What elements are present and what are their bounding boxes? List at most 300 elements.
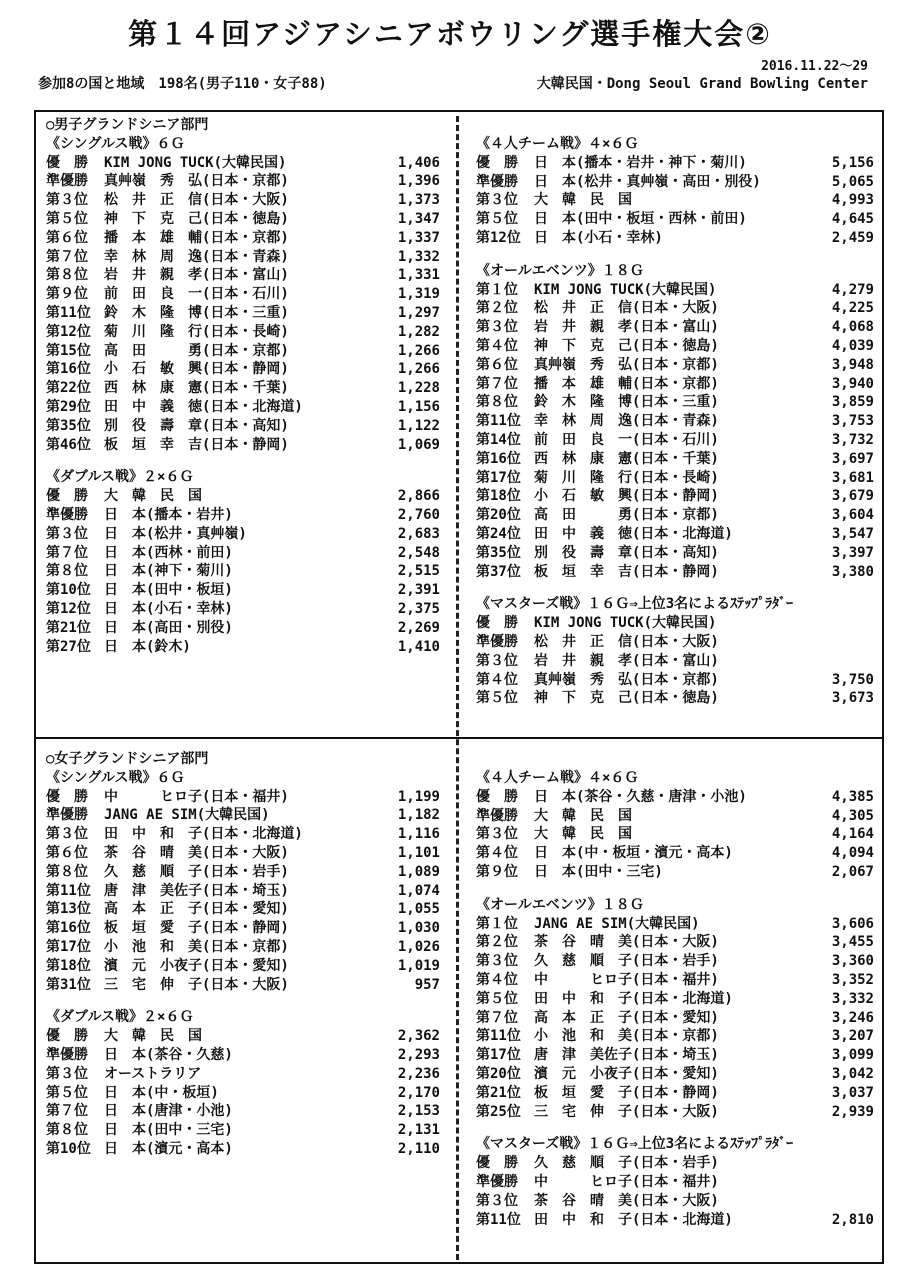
- score-cell: 3,606: [831, 915, 874, 932]
- name-cell: 板 垣 幸 吉(日本・静岡): [104, 436, 289, 453]
- result-row: [46, 379, 440, 398]
- result-row: [476, 506, 874, 525]
- result-row: [476, 318, 874, 337]
- rank-cell: 第５位: [46, 210, 88, 227]
- name-cell: 岩 井 親 孝(日本・富山): [104, 267, 289, 284]
- event-title: 《シングルス戦》６Ｇ: [46, 769, 185, 786]
- result-row: [476, 337, 874, 356]
- division-heading: ○男子グランドシニア部門: [46, 117, 209, 133]
- result-row: [46, 172, 440, 191]
- name-cell: 日 本(播本・岩井): [104, 506, 233, 523]
- rank-cell: 優 勝: [476, 788, 518, 805]
- result-row: [476, 210, 874, 229]
- rank-cell: 第11位: [476, 413, 521, 430]
- women-doubles-table: [46, 1027, 440, 1159]
- rank-cell: 第１位: [476, 915, 518, 932]
- name-cell: KIM JONG TUCK(大韓民国): [104, 154, 287, 171]
- score-cell: 1,347: [397, 210, 440, 227]
- rank-cell: 第６位: [46, 229, 88, 246]
- score-cell: 1,122: [397, 417, 440, 434]
- name-cell: 松 井 正 信(日本・大阪): [534, 633, 719, 650]
- score-cell: 1,019: [397, 957, 440, 974]
- name-cell: 前 田 良 一(日本・石川): [534, 431, 719, 448]
- women-allevents-table: [476, 915, 874, 1122]
- rank-cell: 第21位: [476, 1084, 521, 1101]
- result-row: [476, 1192, 874, 1211]
- result-row: [476, 1211, 874, 1230]
- score-cell: 3,207: [831, 1028, 874, 1045]
- name-cell: 中 ヒロ子(日本・福井): [534, 1173, 719, 1190]
- name-cell: 松 井 正 信(日本・大阪): [534, 300, 719, 317]
- score-cell: 2,153: [397, 1103, 440, 1120]
- name-cell: 久 慈 順 子(日本・岩手): [104, 863, 289, 880]
- score-cell: 4,094: [831, 845, 874, 862]
- result-row: [476, 825, 874, 844]
- score-cell: 3,732: [831, 431, 874, 448]
- result-row: [46, 398, 440, 417]
- name-cell: 三 宅 伸 子(日本・大阪): [104, 976, 289, 993]
- event-title: 《ダブルス戦》２×６Ｇ: [46, 1009, 194, 1026]
- rank-cell: 第11位: [476, 1028, 521, 1045]
- score-cell: 2,375: [397, 600, 440, 617]
- result-row: [46, 638, 440, 657]
- rank-cell: 第27位: [46, 638, 91, 655]
- name-cell: 久 慈 順 子(日本・岩手): [534, 953, 719, 970]
- name-cell: 播 本 雄 輔(日本・京都): [104, 229, 289, 246]
- result-row: [476, 173, 874, 192]
- score-cell: 1,199: [397, 788, 440, 805]
- rank-cell: 第９位: [46, 286, 88, 303]
- name-cell: 大 韓 民 国: [104, 1028, 202, 1045]
- name-cell: 田 中 義 徳(日本・北海道): [104, 398, 303, 415]
- name-cell: 日 本(田中・三宅): [104, 1122, 233, 1139]
- name-cell: 岩 井 親 孝(日本・富山): [534, 652, 719, 669]
- rank-cell: 第６位: [46, 844, 88, 861]
- name-cell: 日 本(中・板垣・濱元・高本): [534, 845, 733, 862]
- result-row: [476, 652, 874, 671]
- rank-cell: 第31位: [46, 976, 91, 993]
- rank-cell: 第11位: [46, 882, 91, 899]
- result-row: [476, 431, 874, 450]
- rank-cell: 第35位: [476, 544, 521, 561]
- page-title: 第１４回アジアシニアボウリング選手権大会②: [128, 17, 772, 51]
- rank-cell: 第17位: [46, 938, 91, 955]
- rank-cell: 第７位: [46, 1103, 88, 1120]
- name-cell: 小 石 敏 興(日本・静岡): [104, 361, 289, 378]
- rank-cell: 準優勝: [46, 173, 88, 190]
- rank-cell: 準優勝: [46, 807, 88, 824]
- rank-cell: 第８位: [46, 563, 88, 580]
- rank-cell: 第４位: [476, 971, 518, 988]
- rank-cell: 第３位: [46, 1065, 88, 1082]
- event-title: 《４人チーム戦》４×６Ｇ: [476, 136, 639, 152]
- rank-cell: 第16位: [46, 920, 91, 937]
- rank-cell: 第25位: [476, 1103, 521, 1120]
- name-cell: 菊 川 隆 行(日本・長崎): [104, 323, 289, 340]
- result-row: [46, 863, 440, 882]
- name-cell: 田 中 義 徳(日本・北海道): [534, 525, 733, 542]
- score-cell: 1,410: [397, 638, 440, 655]
- result-row: [46, 360, 440, 379]
- result-row: [476, 1103, 874, 1122]
- score-cell: 1,182: [397, 807, 440, 824]
- rank-cell: 第８位: [46, 863, 88, 880]
- result-row: [46, 957, 440, 976]
- result-row: [476, 563, 874, 582]
- result-row: [46, 919, 440, 938]
- result-row: [46, 506, 440, 525]
- result-row: [46, 788, 440, 807]
- result-row: [46, 938, 440, 957]
- rank-cell: 第５位: [476, 690, 518, 707]
- result-row: [476, 154, 874, 173]
- name-cell: 日 本(西林・前田): [104, 544, 233, 561]
- men-singles-table: [46, 154, 440, 455]
- name-cell: 神 下 克 己(日本・徳島): [534, 337, 719, 354]
- name-cell: 大 韓 民 国: [534, 192, 632, 209]
- result-row: [476, 544, 874, 563]
- result-row: [476, 375, 874, 394]
- result-row: [46, 154, 440, 173]
- rank-cell: 第46位: [46, 436, 91, 453]
- result-row: [476, 807, 874, 826]
- result-row: [476, 633, 874, 652]
- rank-cell: 第１位: [476, 281, 518, 298]
- score-cell: 2,236: [397, 1065, 440, 1082]
- result-row: [476, 933, 874, 952]
- score-cell: 3,673: [831, 690, 874, 707]
- rank-cell: 準優勝: [476, 633, 518, 650]
- name-cell: 鈴 木 隆 博(日本・三重): [534, 394, 719, 411]
- rank-cell: 第17位: [476, 1047, 521, 1064]
- rank-cell: 第29位: [46, 398, 91, 415]
- result-row: [476, 788, 874, 807]
- score-cell: 5,156: [831, 154, 874, 171]
- score-cell: 1,089: [397, 863, 440, 880]
- score-cell: 2,515: [397, 563, 440, 580]
- rank-cell: 準優勝: [46, 506, 88, 523]
- result-row: [476, 1084, 874, 1103]
- rank-cell: 第７位: [476, 375, 518, 392]
- score-cell: 3,940: [831, 375, 874, 392]
- men-team-table: [476, 154, 874, 248]
- rank-cell: 第18位: [476, 488, 521, 505]
- rank-cell: 第16位: [46, 361, 91, 378]
- score-cell: 2,683: [397, 525, 440, 542]
- rank-cell: 第10位: [46, 582, 91, 599]
- women-team-table: [476, 788, 874, 882]
- name-cell: KIM JONG TUCK(大韓民国): [534, 615, 717, 632]
- rank-cell: 第３位: [476, 319, 518, 336]
- women-singles-table: [46, 788, 440, 995]
- name-cell: 茶 谷 晴 美(日本・大阪): [534, 934, 719, 951]
- score-cell: 4,993: [831, 192, 874, 209]
- rank-cell: 第12位: [46, 323, 91, 340]
- result-row: [46, 562, 440, 581]
- name-cell: 日 本(唐津・小池): [104, 1103, 233, 1120]
- name-cell: 日 本(松井・真艸嶺・高田・別役): [534, 173, 761, 190]
- name-cell: 高 田 勇(日本・京都): [534, 507, 719, 524]
- rank-cell: 第37位: [476, 563, 521, 580]
- score-cell: 2,067: [831, 863, 874, 880]
- name-cell: 日 本(小石・幸林): [534, 229, 663, 246]
- result-row: [476, 671, 874, 690]
- score-cell: 3,246: [831, 1009, 874, 1026]
- rank-cell: 第３位: [476, 652, 518, 669]
- rank-cell: 第11位: [476, 1211, 521, 1228]
- rank-cell: 第３位: [46, 192, 88, 209]
- score-cell: 3,753: [831, 413, 874, 430]
- result-row: [46, 1065, 440, 1084]
- rank-cell: 準優勝: [476, 807, 518, 824]
- name-cell: KIM JONG TUCK(大韓民国): [534, 281, 717, 298]
- score-cell: [804, 652, 874, 671]
- rank-cell: 第14位: [476, 431, 521, 448]
- rank-cell: 準優勝: [46, 1046, 88, 1063]
- score-cell: 1,026: [397, 938, 440, 955]
- result-row: [46, 248, 440, 267]
- score-cell: 3,099: [831, 1047, 874, 1064]
- result-row: [46, 1084, 440, 1103]
- event-title: 《マスターズ戦》１６Ｇ⇒上位3名によるｽﾃｯﾌﾟﾗﾀﾞｰ: [476, 1136, 794, 1153]
- result-row: [476, 1027, 874, 1046]
- score-cell: 5,065: [831, 173, 874, 190]
- name-cell: 日 本(小石・幸林): [104, 600, 233, 617]
- result-row: [46, 1027, 440, 1046]
- rank-cell: 第３位: [476, 826, 518, 843]
- name-cell: 日 本(茶谷・久慈): [104, 1046, 233, 1063]
- name-cell: オーストラリア: [104, 1065, 202, 1082]
- name-cell: 三 宅 伸 子(日本・大阪): [534, 1103, 719, 1120]
- rank-cell: 第７位: [476, 1009, 518, 1026]
- score-cell: 1,332: [397, 248, 440, 265]
- rank-cell: 第５位: [476, 211, 518, 228]
- score-cell: 3,750: [831, 671, 874, 688]
- score-cell: 1,297: [397, 304, 440, 321]
- name-cell: 田 中 和 子(日本・北海道): [534, 1211, 733, 1228]
- score-cell: 3,042: [831, 1065, 874, 1082]
- rank-cell: 第５位: [476, 990, 518, 1007]
- rank-cell: 第21位: [46, 619, 91, 636]
- score-cell: 3,360: [831, 953, 874, 970]
- name-cell: 久 慈 順 子(日本・岩手): [534, 1155, 719, 1172]
- event-title: 《オールエベンツ》１８Ｇ: [476, 896, 644, 913]
- score-cell: 2,110: [397, 1140, 440, 1157]
- event-title: 《オールエベンツ》１８Ｇ: [476, 262, 644, 279]
- result-row: [46, 304, 440, 323]
- rank-cell: 第20位: [476, 1065, 521, 1082]
- rank-cell: 優 勝: [46, 788, 88, 805]
- men-doubles-table: [46, 487, 440, 656]
- name-cell: 日 本(鈴木): [104, 638, 191, 655]
- name-cell: 真艸嶺 秀 弘(日本・京都): [534, 671, 719, 688]
- rank-cell: 第22位: [46, 380, 91, 397]
- name-cell: 高 本 正 子(日本・愛知): [534, 1009, 719, 1026]
- result-row: [476, 1173, 874, 1192]
- name-cell: 唐 津 美佐子(日本・埼玉): [104, 882, 289, 899]
- event-title: 《マスターズ戦》１６Ｇ⇒上位3名によるｽﾃｯﾌﾟﾗﾀﾞｰ: [476, 596, 794, 613]
- score-cell: 3,859: [831, 394, 874, 411]
- result-row: [476, 412, 874, 431]
- score-cell: 2,170: [397, 1084, 440, 1101]
- score-cell: 1,282: [397, 323, 440, 340]
- result-row: [46, 825, 440, 844]
- name-cell: 菊 川 隆 行(日本・長崎): [534, 469, 719, 486]
- name-cell: 日 本(播本・岩井・神下・菊川): [534, 154, 747, 171]
- rank-cell: 優 勝: [476, 154, 518, 171]
- score-cell: 3,547: [831, 525, 874, 542]
- result-row: [46, 806, 440, 825]
- result-row: [46, 417, 440, 436]
- score-cell: 1,319: [397, 286, 440, 303]
- score-cell: 1,116: [397, 826, 440, 843]
- name-cell: 岩 井 親 孝(日本・富山): [534, 319, 719, 336]
- name-cell: 茶 谷 晴 美(日本・大阪): [104, 844, 289, 861]
- name-cell: 真艸嶺 秀 弘(日本・京都): [104, 173, 289, 190]
- name-cell: 田 中 和 子(日本・北海道): [534, 990, 733, 1007]
- score-cell: 4,225: [831, 300, 874, 317]
- result-row: [476, 356, 874, 375]
- name-cell: 高 本 正 子(日本・愛知): [104, 901, 289, 918]
- score-cell: 3,037: [831, 1084, 874, 1101]
- result-row: [476, 863, 874, 882]
- score-cell: 1,331: [397, 267, 440, 284]
- name-cell: 幸 林 周 逸(日本・青森): [104, 248, 289, 265]
- score-cell: 1,406: [397, 154, 440, 171]
- men-right-column: [476, 135, 874, 708]
- score-cell: 3,948: [831, 356, 874, 373]
- score-cell: 3,380: [831, 563, 874, 580]
- rank-cell: 第17位: [476, 469, 521, 486]
- rank-cell: 第８位: [476, 394, 518, 411]
- result-row: [46, 882, 440, 901]
- score-cell: 1,337: [397, 229, 440, 246]
- rank-cell: 第15位: [46, 342, 91, 359]
- result-row: [476, 487, 874, 506]
- score-cell: 2,548: [397, 544, 440, 561]
- name-cell: 中 ヒロ子(日本・福井): [534, 971, 719, 988]
- rank-cell: 第４位: [476, 671, 518, 688]
- name-cell: 板 垣 愛 子(日本・静岡): [534, 1084, 719, 1101]
- result-row: [46, 191, 440, 210]
- score-cell: 1,266: [397, 342, 440, 359]
- score-cell: 1,373: [397, 192, 440, 209]
- score-cell: 2,269: [397, 619, 440, 636]
- name-cell: 大 韓 民 国: [534, 807, 632, 824]
- rank-cell: 第３位: [476, 1192, 518, 1209]
- rank-cell: 第３位: [46, 525, 88, 542]
- result-row: [46, 1121, 440, 1140]
- women-right-column: [476, 769, 874, 1229]
- rank-cell: 準優勝: [476, 1173, 518, 1190]
- rank-cell: 第20位: [476, 507, 521, 524]
- rank-cell: 第２位: [476, 934, 518, 951]
- name-cell: 別 役 壽 章(日本・高知): [534, 544, 719, 561]
- score-cell: 4,068: [831, 319, 874, 336]
- name-cell: 大 韓 民 国: [104, 488, 202, 505]
- result-row: [46, 619, 440, 638]
- name-cell: 日 本(神下・菊川): [104, 563, 233, 580]
- men-allevents-table: [476, 281, 874, 582]
- score-cell: [804, 614, 874, 633]
- score-cell: 2,459: [831, 229, 874, 246]
- event-title: 《ダブルス戦》２×６Ｇ: [46, 469, 194, 486]
- rank-cell: 優 勝: [46, 154, 88, 171]
- score-cell: [804, 633, 874, 652]
- participants-info: 参加8の国と地域 198名(男子110・女子88): [38, 76, 327, 92]
- score-cell: 4,279: [831, 281, 874, 298]
- score-cell: [804, 1154, 874, 1173]
- name-cell: 日 本(高田・別役): [104, 619, 233, 636]
- name-cell: 濱 元 小夜子(日本・愛知): [104, 957, 289, 974]
- score-cell: 2,131: [397, 1122, 440, 1139]
- name-cell: 神 下 克 己(日本・徳島): [534, 690, 719, 707]
- result-row: [46, 1102, 440, 1121]
- name-cell: 日 本(田中・三宅): [534, 863, 663, 880]
- result-row: [476, 1009, 874, 1028]
- score-cell: 4,305: [831, 807, 874, 824]
- score-cell: 4,164: [831, 826, 874, 843]
- result-row: [476, 229, 874, 248]
- name-cell: 西 林 康 憲(日本・千葉): [534, 450, 719, 467]
- result-row: [476, 191, 874, 210]
- result-row: [476, 952, 874, 971]
- name-cell: 日 本(田中・板垣): [104, 582, 233, 599]
- rank-cell: 第11位: [46, 304, 91, 321]
- name-cell: 小 石 敏 興(日本・静岡): [534, 488, 719, 505]
- result-row: [476, 1154, 874, 1173]
- event-dates: 2016.11.22～29: [761, 59, 868, 74]
- result-row: [476, 971, 874, 990]
- score-cell: 3,681: [831, 469, 874, 486]
- rank-cell: 優 勝: [476, 1155, 518, 1172]
- score-cell: 1,055: [397, 901, 440, 918]
- rank-cell: 第４位: [476, 845, 518, 862]
- rank-cell: 第12位: [46, 600, 91, 617]
- name-cell: 日 本(田中・板垣・西林・前田): [534, 211, 747, 228]
- rank-cell: 第10位: [46, 1140, 91, 1157]
- rank-cell: 第２位: [476, 300, 518, 317]
- name-cell: 別 役 壽 章(日本・高知): [104, 417, 289, 434]
- rank-cell: 第３位: [476, 953, 518, 970]
- result-row: [46, 600, 440, 619]
- result-row: [476, 299, 874, 318]
- result-row: [476, 281, 874, 300]
- result-row: [46, 844, 440, 863]
- result-row: [476, 469, 874, 488]
- result-row: [46, 581, 440, 600]
- column-divider: [456, 116, 459, 1260]
- rank-cell: 第８位: [46, 1122, 88, 1139]
- score-cell: 1,074: [397, 882, 440, 899]
- score-cell: 2,362: [397, 1028, 440, 1045]
- division-heading: ○女子グランドシニア部門: [46, 751, 209, 767]
- score-cell: 2,293: [397, 1046, 440, 1063]
- score-cell: 4,385: [831, 788, 874, 805]
- name-cell: 日 本(中・板垣): [104, 1084, 219, 1101]
- result-row: [46, 487, 440, 506]
- name-cell: JANG AE SIM(大韓民国): [104, 807, 270, 824]
- score-cell: 3,455: [831, 934, 874, 951]
- score-cell: 3,397: [831, 544, 874, 561]
- venue-info: 大韓民国・Dong Seoul Grand Bowling Center: [536, 76, 868, 92]
- result-row: [46, 229, 440, 248]
- rank-cell: 第６位: [476, 356, 518, 373]
- name-cell: 板 垣 幸 吉(日本・静岡): [534, 563, 719, 580]
- name-cell: 神 下 克 己(日本・徳島): [104, 210, 289, 227]
- score-cell: 4,039: [831, 337, 874, 354]
- rank-cell: 第13位: [46, 901, 91, 918]
